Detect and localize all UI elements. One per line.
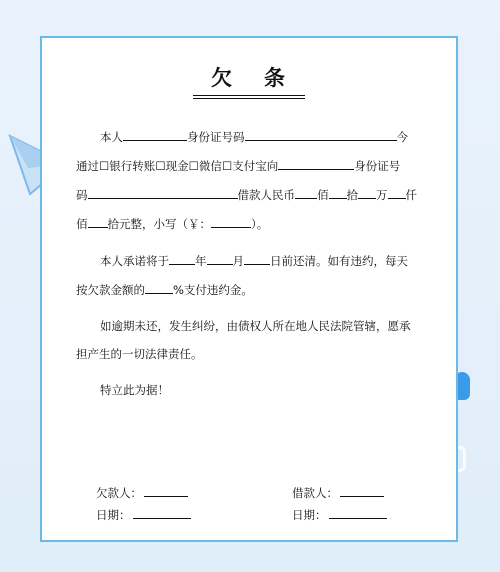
text-jin: 今	[396, 130, 408, 144]
text-promise: 本人承诺将于	[100, 254, 169, 268]
amount-blank-5[interactable]	[88, 215, 108, 228]
text-liability: 担产生的一切法律责任。	[76, 347, 203, 361]
para2-line-1	[76, 252, 422, 269]
month-blank[interactable]	[207, 252, 233, 265]
text-ma: 码	[76, 188, 88, 202]
text-year: 年	[195, 254, 207, 268]
lender-blank[interactable]	[340, 484, 384, 497]
amount-blank-2[interactable]	[329, 186, 347, 199]
line-1	[76, 128, 422, 145]
date-label-right: 日期：	[292, 508, 327, 522]
option-cash[interactable]: ☐现金	[155, 159, 189, 173]
text-wan: 万	[376, 188, 388, 202]
text-qian: 仟	[405, 188, 417, 202]
text-penalty-base: 按欠款金额的	[76, 283, 145, 297]
debtor-blank[interactable]	[144, 484, 188, 497]
text-penalty: %支付违约金。	[173, 283, 253, 297]
text-month: 月	[232, 254, 244, 268]
para3-line-2	[76, 346, 422, 362]
lowercase-amount-blank[interactable]	[211, 215, 251, 228]
title-block	[42, 62, 456, 96]
debtor-date	[96, 506, 191, 523]
lender-date	[292, 506, 387, 523]
line-2	[76, 157, 422, 174]
option-alipay[interactable]: ☐支付宝向	[221, 159, 279, 173]
option-wechat[interactable]: ☐微信	[188, 159, 222, 173]
debtor-date-blank[interactable]	[133, 506, 191, 519]
amount-blank-4[interactable]	[388, 186, 406, 199]
text-bai-2: 佰	[76, 217, 88, 231]
text-loan-rmb: 借款人民币	[237, 188, 295, 202]
line-3	[76, 186, 422, 203]
document-title	[193, 62, 305, 96]
line-4	[76, 215, 422, 232]
text-jurisdiction: 如逾期未还，发生纠纷，由债权人所在地人民法院管辖，愿承	[100, 319, 411, 333]
amount-blank-3[interactable]	[358, 186, 376, 199]
text-lowercase-amount: 拾元整，小写（￥：	[107, 217, 211, 231]
document-body	[76, 128, 422, 397]
year-blank[interactable]	[169, 252, 195, 265]
penalty-rate-blank[interactable]	[145, 281, 173, 294]
text-bai: 佰	[317, 188, 329, 202]
text-id-number-2: 身份证号	[354, 159, 401, 173]
para3-line-1	[76, 318, 422, 334]
lender-date-blank[interactable]	[329, 506, 387, 519]
id-number-blank[interactable]	[245, 128, 397, 141]
title-char-1: 欠	[211, 66, 234, 90]
text-tongguo: 通过	[76, 159, 99, 173]
iou-document	[40, 36, 458, 542]
text-hereby: 特立此为据！	[100, 383, 169, 397]
text-day-repay: 日前还清。如有违约，每天	[270, 254, 408, 268]
text-id-number: 身份证号码	[187, 130, 245, 144]
debtor-signature	[96, 484, 188, 501]
lender-label: 借款人：	[292, 486, 338, 500]
text-shi: 拾	[346, 188, 358, 202]
lender-name-blank[interactable]	[278, 157, 354, 170]
amount-blank-1[interactable]	[295, 186, 317, 199]
para2-line-2	[76, 281, 422, 298]
lender-id-blank[interactable]	[88, 186, 238, 199]
debtor-label: 欠款人：	[96, 486, 142, 500]
date-label-left: 日期：	[96, 508, 131, 522]
para4	[76, 382, 422, 398]
text-benren: 本人	[100, 130, 123, 144]
lender-signature	[292, 484, 384, 501]
day-blank[interactable]	[244, 252, 270, 265]
text-close: ）。	[251, 217, 269, 231]
option-bank-transfer[interactable]: ☐银行转账	[99, 159, 156, 173]
name-blank[interactable]	[123, 128, 187, 141]
title-char-2: 条	[264, 66, 287, 90]
